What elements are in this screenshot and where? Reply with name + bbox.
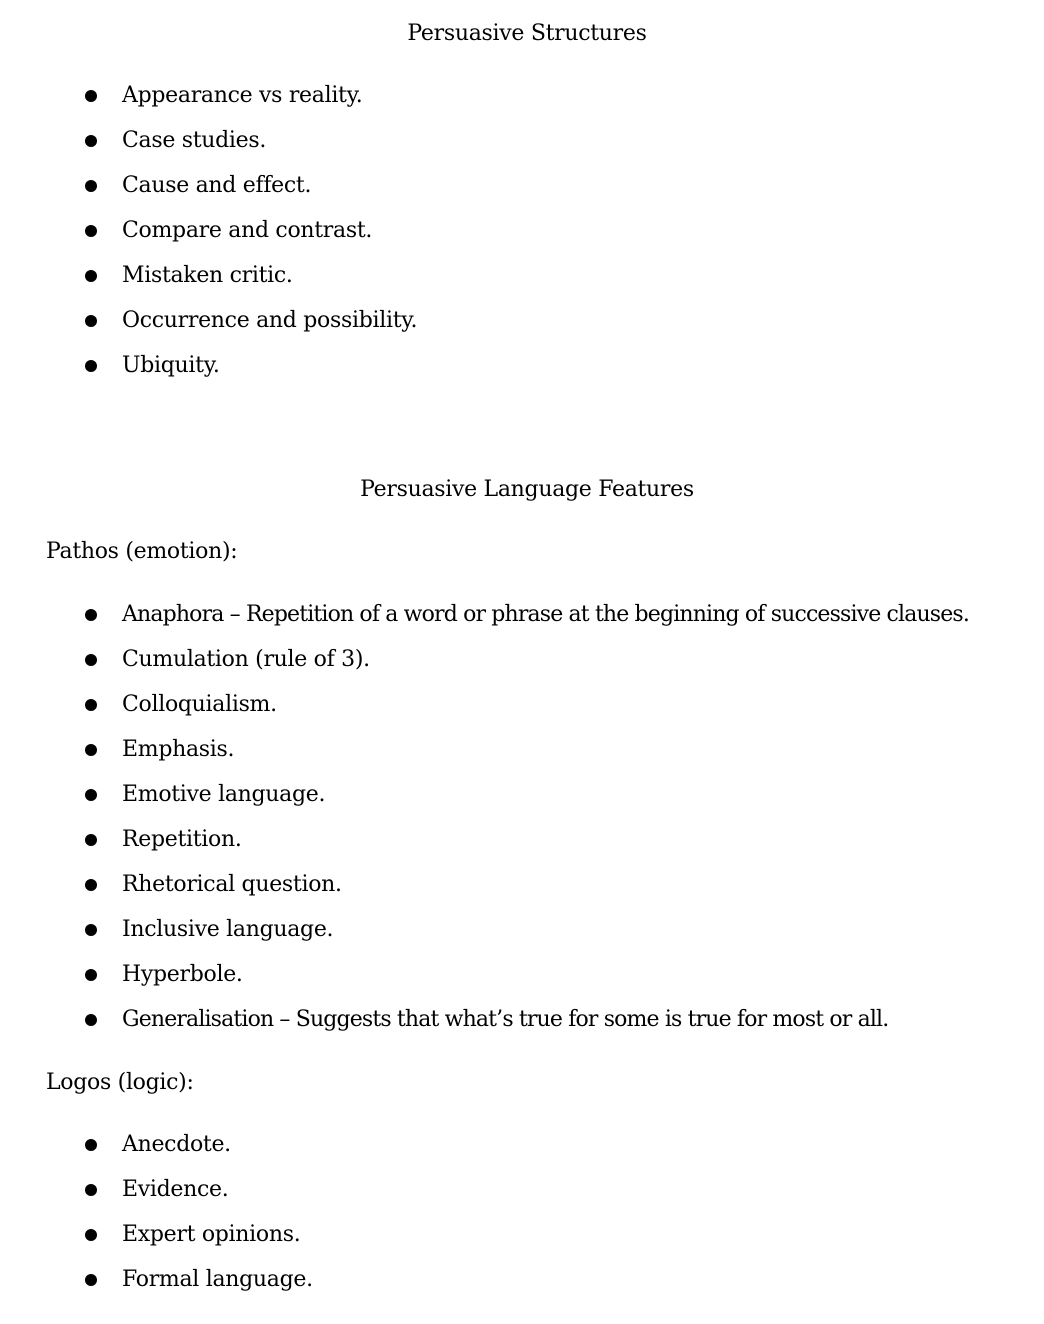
language-features-heading: Persuasive Language Features	[360, 477, 694, 502]
bullet-icon	[85, 225, 97, 237]
list-item	[0, 1221, 1044, 1266]
bullet-icon	[85, 1229, 97, 1241]
pathos-list	[0, 601, 1044, 1051]
bullet-icon	[85, 654, 97, 666]
list-item-text: Colloquialism.	[122, 692, 277, 717]
bullet-icon	[85, 744, 97, 756]
bullet-icon	[85, 609, 97, 621]
list-item-text: Evidence.	[122, 1177, 229, 1202]
list-item-text: Ubiquity.	[122, 353, 220, 378]
list-item	[0, 217, 1044, 262]
list-item-text: Mistaken critic.	[122, 263, 293, 288]
list-item	[0, 1131, 1044, 1176]
list-item-text: Formal language.	[122, 1267, 313, 1292]
bullet-icon	[85, 180, 97, 192]
bullet-icon	[85, 969, 97, 981]
pathos-label: Pathos (emotion):	[46, 539, 238, 564]
list-item	[0, 826, 1044, 871]
bullet-icon	[85, 90, 97, 102]
list-item-text: Compare and contrast.	[122, 218, 373, 243]
list-item	[0, 352, 1044, 397]
bullet-icon	[85, 834, 97, 846]
list-item-text: Occurrence and possibility.	[122, 308, 418, 333]
bullet-icon	[85, 135, 97, 147]
list-item-text: Cause and effect.	[122, 173, 312, 198]
logos-label: Logos (logic):	[46, 1070, 194, 1095]
list-item-text: Case studies.	[122, 128, 267, 153]
structures-heading: Persuasive Structures	[407, 21, 647, 46]
list-item	[0, 127, 1044, 172]
bullet-icon	[85, 1014, 97, 1026]
bullet-icon	[85, 924, 97, 936]
list-item	[0, 871, 1044, 916]
bullet-icon	[85, 1139, 97, 1151]
list-item	[0, 172, 1044, 217]
list-item-text: Emphasis.	[122, 737, 235, 762]
list-item	[0, 691, 1044, 736]
logos-list	[0, 1131, 1044, 1311]
bullet-icon	[85, 699, 97, 711]
list-item	[0, 82, 1044, 127]
list-item-text: Rhetorical question.	[122, 872, 342, 897]
list-item-text: Repetition.	[122, 827, 242, 852]
list-item-text: Expert opinions.	[122, 1222, 301, 1247]
list-item	[0, 1176, 1044, 1221]
bullet-icon	[85, 1184, 97, 1196]
bullet-icon	[85, 1274, 97, 1286]
bullet-icon	[85, 270, 97, 282]
list-item-text: Anecdote.	[122, 1132, 231, 1157]
list-item	[0, 961, 1044, 1006]
list-item	[0, 781, 1044, 826]
list-item	[0, 262, 1044, 307]
bullet-icon	[85, 315, 97, 327]
structures-list	[0, 82, 1044, 397]
bullet-icon	[85, 789, 97, 801]
list-item	[0, 916, 1044, 961]
bullet-icon	[85, 879, 97, 891]
list-item	[0, 736, 1044, 781]
list-item	[0, 646, 1044, 691]
list-item	[0, 1006, 1044, 1051]
list-item	[0, 601, 1044, 646]
list-item-text: Emotive language.	[122, 782, 326, 807]
list-item-text: Hyperbole.	[122, 962, 243, 987]
list-item	[0, 1266, 1044, 1311]
list-item	[0, 307, 1044, 352]
list-item-text: Generalisation – Suggests that what’s true for some is true for most or all.	[122, 1007, 889, 1032]
list-item-text: Anaphora – Repetition of a word or phrase at the beginning of successive clauses.	[122, 602, 969, 627]
bullet-icon	[85, 360, 97, 372]
list-item-text: Cumulation (rule of 3).	[122, 647, 370, 672]
list-item-text: Appearance vs reality.	[122, 83, 363, 108]
list-item-text: Inclusive language.	[122, 917, 334, 942]
